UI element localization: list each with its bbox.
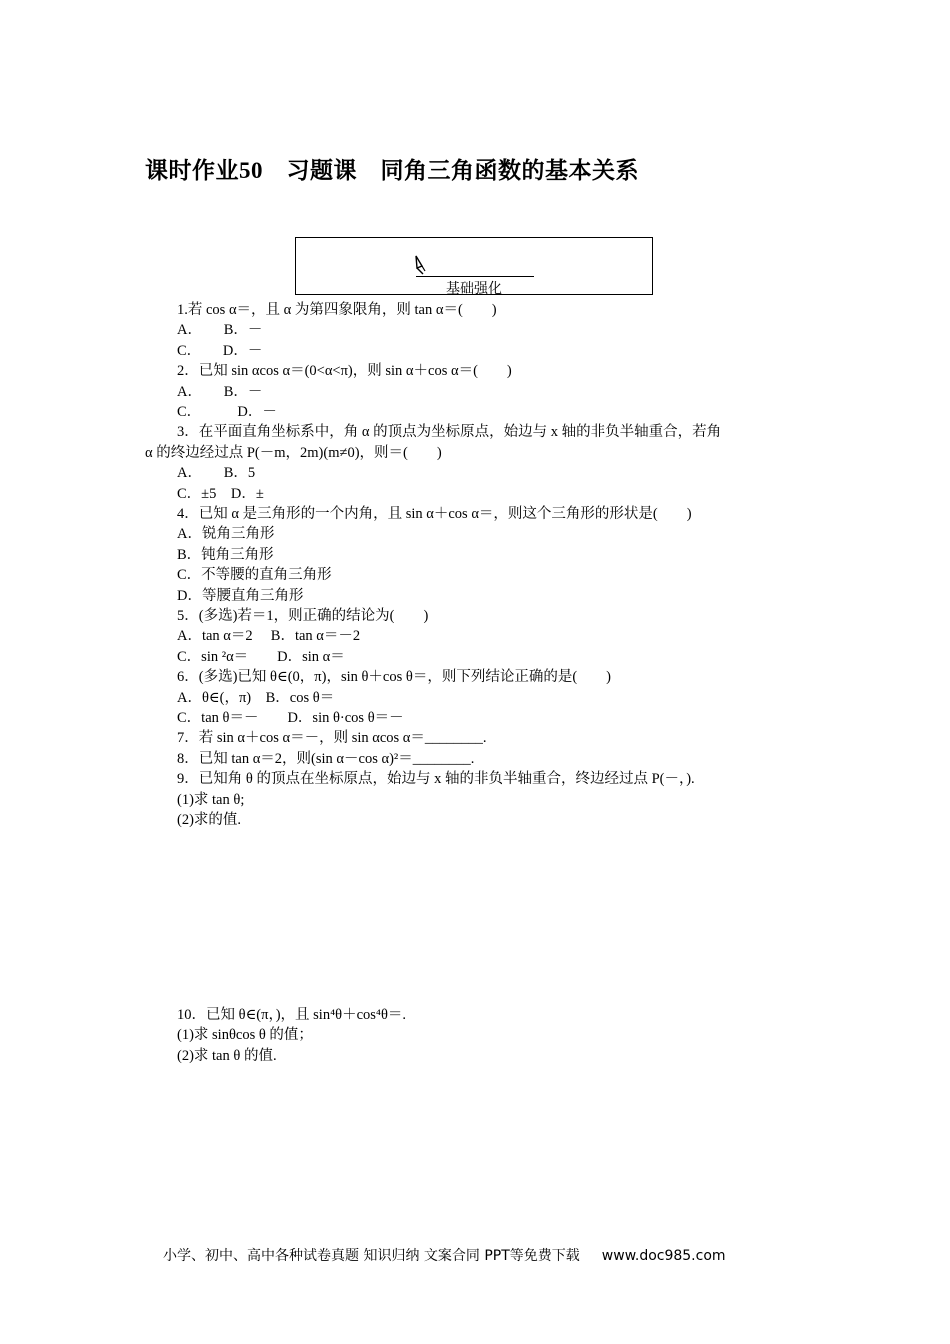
question-line: C． D．－ [177, 342, 263, 359]
question-line: A．锐角三角形 [177, 526, 275, 543]
footer-text: 小学、初中、高中各种试卷真题 知识归纳 文案合同 PPT等免费下载 [163, 1248, 580, 1264]
question-line: 6．(多选)已知 θ∈(0，π)，sin θ＋cos θ＝，则下列结论正确的是( ) [177, 669, 611, 686]
question-line: (1)求 tan θ; [177, 791, 245, 808]
question-line: B．钝角三角形 [177, 546, 274, 563]
page-title: 课时作业50 习题课 同角三角函数的基本关系 [145, 158, 639, 183]
question-line: (1)求 sinθcos θ 的值； [177, 1027, 313, 1044]
question-line: C． D．－ [177, 404, 277, 420]
section-label: 基础强化 [446, 281, 502, 297]
question-line: D．等腰直角三角形 [177, 587, 304, 604]
question-line: A．θ∈(，π) B．cos θ＝ [177, 689, 335, 706]
question-line: 1.若 cos α＝，且 α 为第四象限角，则 tan α＝( ) [177, 302, 497, 318]
question-line: C．tan θ＝－ D．sin θ·cos θ＝－ [177, 710, 404, 726]
question-line: 10．已知 θ∈(π，)，且 sin⁴θ＋cos⁴θ＝. [177, 1007, 407, 1023]
question-line: 2．已知 sin αcos α＝(0<α<π)，则 sin α＋cos α＝( ) [177, 363, 512, 380]
question-line: 7．若 sin α＋cos α＝－，则 sin αcos α＝________. [177, 730, 487, 747]
question-line: α 的终边经过点 P(－m，2m)(m≠0)，则＝( ) [145, 444, 442, 461]
question-line: C．±5 D．± [177, 485, 264, 502]
section-underline [416, 276, 534, 277]
footer-url: www.doc985.com [601, 1248, 726, 1264]
question-line: 4．已知 α 是三角形的一个内角，且 sin α＋cos α＝，则这个三角形的形状是( ) [177, 506, 692, 522]
question-line: C．sin ²α＝ D．sin α＝ [177, 648, 345, 665]
section-header-box [295, 237, 653, 295]
question-line: (2)求的值. [177, 812, 242, 828]
question-line: C．不等腰的直角三角形 [177, 567, 332, 584]
question-line: 9．已知角 θ 的顶点在坐标原点，始边与 x 轴的非负半轴重合，终边经过点 P(－，). [177, 771, 695, 788]
question-line: 5．(多选)若＝1，则正确的结论为( ) [177, 608, 429, 624]
question-line: A． B．5 [177, 465, 256, 482]
question-line: A．tan α＝2 B．tan α＝－2 [177, 628, 361, 645]
footer [163, 1245, 726, 1265]
pencil-icon [413, 254, 431, 276]
question-line: A． B．－ [177, 322, 263, 339]
question-line: 8．已知 tan α＝2，则(sin α－cos α)²＝________. [177, 750, 475, 767]
question-line: 3．在平面直角坐标系中，角 α 的顶点为坐标原点，始边与 x 轴的非负半轴重合，若角 [177, 424, 722, 441]
question-line: (2)求 tan θ 的值. [177, 1047, 277, 1064]
question-line: A． B．－ [177, 383, 263, 400]
